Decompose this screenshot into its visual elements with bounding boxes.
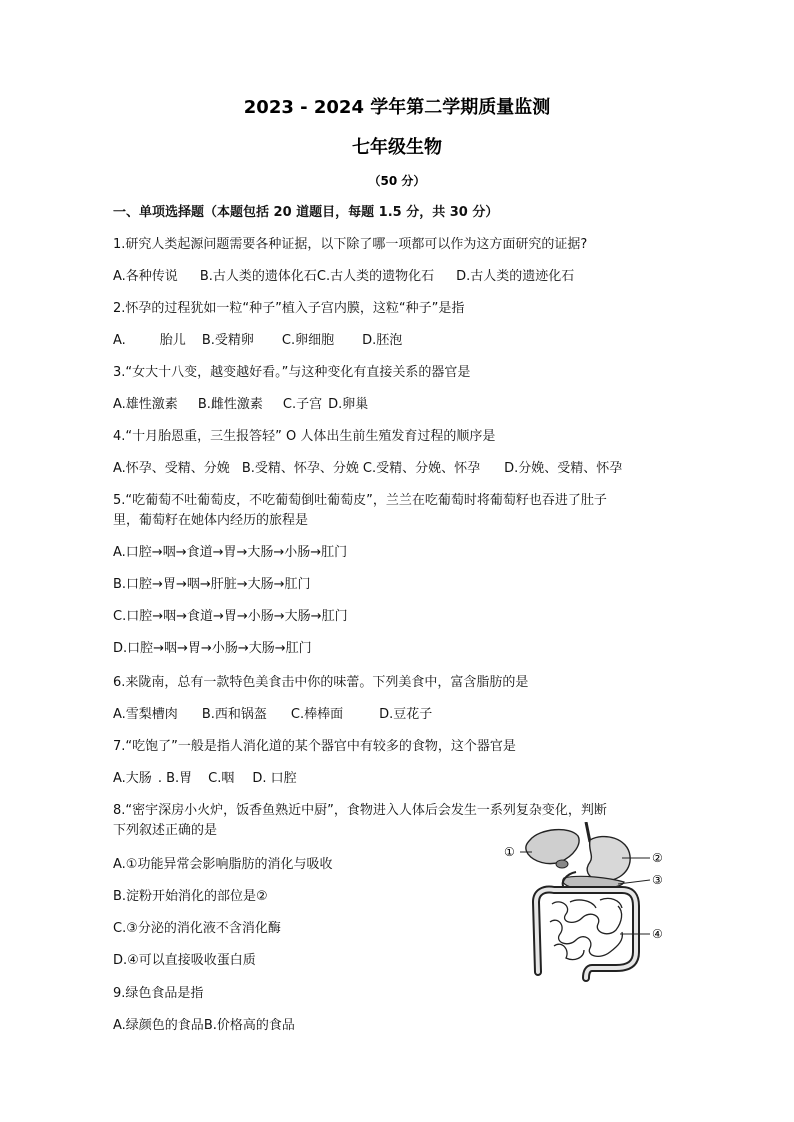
diagram-label-3: ③: [652, 873, 663, 887]
option-a: A.各种传说: [113, 269, 178, 284]
question-8-option-c: C.③分泌的消化液不含消化酶: [113, 921, 281, 936]
question-8-stem-line-2: 下列叙述正确的是: [113, 823, 218, 838]
exam-subject: 七年级生物: [352, 137, 442, 158]
question-9-stem: 9.绿色食品是指: [113, 986, 204, 1001]
option-b: B.受精卵: [201, 333, 254, 348]
option-b: B.受精、怀孕、分娩: [241, 461, 359, 476]
exam-score: （50 分）: [368, 174, 426, 188]
question-4-options: [113, 460, 622, 478]
option-a: A.雪梨槽肉: [113, 707, 178, 722]
option-d: D.分娩、受精、怀孕: [504, 461, 623, 476]
option-b: B.雌性激素: [197, 397, 263, 412]
option-b: B.价格高的食品: [203, 1018, 295, 1033]
option-d: D.卵巢: [328, 397, 369, 412]
diagram-label-1: ①: [504, 845, 515, 859]
option-c: C.棒棒面: [290, 707, 344, 722]
diagram-label-2: ②: [652, 851, 663, 865]
question-1-options: [113, 268, 574, 286]
digestive-system-svg: [500, 822, 670, 982]
small-intestine-shape: [550, 898, 622, 959]
esophagus-shape: [586, 822, 590, 842]
question-2-stem: 2.怀孕的过程犹如一粒“种子”植入子宫内膜，这粒“种子”是指: [113, 301, 465, 316]
option-d: D.豆花子: [379, 707, 433, 722]
question-5-option-b: B.口腔→胃→咽→肝脏→大肠→肛门: [113, 577, 311, 592]
question-5-stem-line-2: 里，葡萄籽在她体内经历的旅程是: [113, 513, 309, 528]
question-7-options: [113, 770, 297, 788]
option-c: C.咽: [208, 771, 235, 786]
section-heading: 一、单项选择题（本题包括 20 道题目，每题 1.5 分，共 30 分）: [113, 205, 499, 220]
option-a-text: 胎儿: [159, 333, 186, 348]
option-a: A.大肠: [113, 771, 152, 786]
question-6-stem: 6.来陇南，总有一款特色美食击中你的味蕾。下列美食中，富含脂肪的是: [113, 675, 529, 690]
liver-shape: [526, 830, 579, 864]
option-a: A.怀孕、受精、分娩: [113, 461, 230, 476]
option-c: C.古人类的遗物化石: [316, 269, 435, 284]
question-3-options: [113, 396, 368, 414]
option-b: B.古人类的遗体化石: [199, 269, 317, 284]
question-9-options: [113, 1017, 295, 1035]
digestive-system-diagram: [500, 822, 670, 982]
question-8-option-b: B.淀粉开始消化的部位是②: [113, 889, 268, 904]
question-8-option-a: A.①功能异常会影响脂肪的消化与吸收: [113, 857, 333, 872]
question-5-option-c: C.口腔→咽→食道→胃→小肠→大肠→肛门: [113, 609, 348, 624]
question-5-stem-line-1: 5.“吃葡萄不吐葡萄皮，不吃葡萄倒吐葡萄皮”，兰兰在吃葡萄时将葡萄籽也吞进了肚子: [113, 493, 607, 508]
question-5-option-a: A.口腔→咽→食道→胃→大肠→小肠→肛门: [113, 545, 348, 560]
option-a: A.: [113, 333, 126, 348]
question-3-stem: 3.“女大十八变，越变越好看。”与这种变化有直接关系的器官是: [113, 365, 471, 380]
option-c: C.子宫: [282, 397, 323, 412]
option-a: A.绿颜色的食品: [113, 1018, 204, 1033]
question-8-option-d: D.④可以直接吸收蛋白质: [113, 953, 256, 968]
question-8-stem-line-1: 8.“密宇深房小火炉，饭香鱼熟近中厨”，食物进入人体后会发生一系列复杂变化，判断: [113, 803, 607, 818]
question-4-stem: 4.“十月胎恩重，三生报答轻” O 人体出生前生殖发育过程的顺序是: [113, 429, 496, 444]
option-b: . B.胃: [157, 771, 193, 786]
question-6-options: [113, 706, 432, 724]
question-1-stem: 1.研究人类起源问题需要各种证据，以下除了哪一项都可以作为这方面研究的证据?: [113, 237, 588, 252]
option-a: A.雄性激素: [113, 397, 178, 412]
option-d: D. 口腔: [252, 771, 297, 786]
option-d: D.胚泡: [362, 333, 403, 348]
option-b: B.西和锅盔: [201, 707, 267, 722]
exam-title: 2023 - 2024 学年第二学期质量监测: [243, 97, 551, 118]
question-7-stem: 7.“吃饱了”一般是指人消化道的某个器官中有较多的食物，这个器官是: [113, 739, 516, 754]
question-5-option-d: D.口腔→咽→胃→小肠→大肠→肛门: [113, 641, 312, 656]
option-d: D.古人类的遗迹化石: [456, 269, 575, 284]
diagram-label-4: ④: [652, 927, 663, 941]
option-c: C.卵细胞: [281, 333, 335, 348]
stomach-shape: [587, 837, 630, 881]
question-2-options: [113, 332, 402, 350]
option-c: C.受精、分娩、怀孕: [362, 461, 481, 476]
gallbladder-shape: [556, 860, 568, 868]
